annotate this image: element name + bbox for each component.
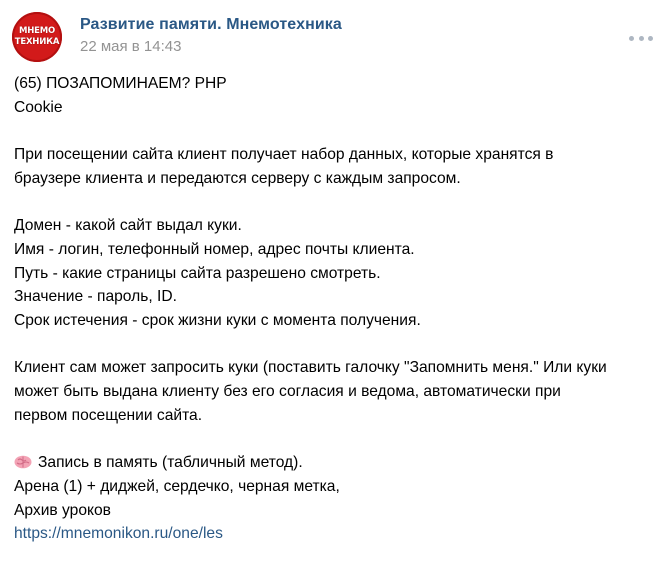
post-header [0,0,667,70]
link-line [14,522,659,546]
spacer [14,428,659,452]
avatar-text-line1: МНЕМО [18,26,56,36]
archive-line: Архив уроков [14,501,111,519]
domain-line: Домен - какой сайт выдал куки. [14,217,242,235]
avatar-text-line2: ТЕХНИКА [14,37,60,47]
brain-emoji-icon [14,455,32,469]
post-text [14,72,659,546]
group-avatar[interactable] [12,12,62,62]
arena-line: Арена (1) + диджей, сердечко, черная метка, [14,477,340,495]
post-title: (65) ПОЗАПОМИНАЕМ? PHP [14,75,227,92]
spacer [14,333,659,357]
intro-line-1: При посещении сайта клиент получает набор данных, которые хранятся в [14,146,554,164]
dot [648,36,653,41]
expiry-line: Срок истечения - срок жизни куки с момента получения. [14,312,421,329]
client-line-2: может быть выдана клиенту без его согласия и ведома, автоматически при [14,383,561,401]
spacer [14,191,659,215]
post-date-link[interactable]: 22 мая в 14:43 [80,38,182,55]
name-line: Имя - логин, телефонный номер, адрес почты клиента. [14,240,415,258]
value-line: Значение - пароль, ID. [14,288,177,306]
lessons-link[interactable]: https://mnemonikon.ru/one/les [14,525,223,543]
memory-line [14,451,659,475]
memory-text: Запись в память (табличный метод). [38,454,303,472]
spacer [14,119,659,143]
more-dots-icon[interactable] [629,31,653,45]
path-line: Путь - какие страницы сайта разрешено смотреть. [14,264,381,282]
intro-line-2: браузере клиента и передаются серверу с каждым запросом. [14,169,461,187]
post-subtitle: Cookie [14,98,63,116]
client-line-1: Клиент сам может запросить куки (поставить галочку "Запомнить меня." Или куки [14,359,607,377]
group-name-link[interactable]: Развитие памяти. Мнемотехника [80,16,342,33]
dot [639,36,644,41]
client-line-3: первом посещении сайта. [14,406,203,424]
dot [629,36,634,41]
